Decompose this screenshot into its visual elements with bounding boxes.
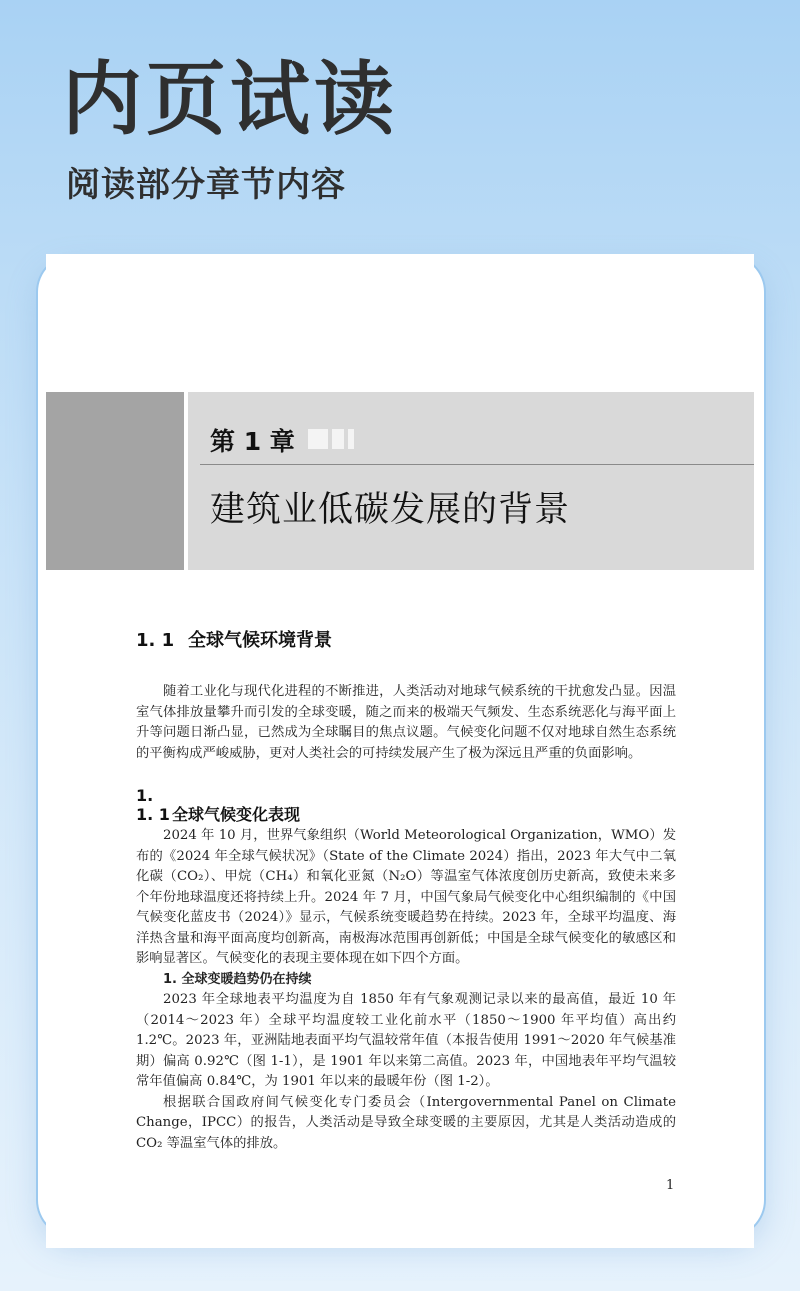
section-title: 全球气候环境背景 [188, 630, 332, 651]
decoration-block [332, 429, 344, 449]
chapter-header-band [46, 392, 754, 570]
subsection-number: 1. 1. 1 [136, 786, 170, 824]
page-subheading: 阅读部分章节内容 [66, 165, 346, 205]
paragraph: 随着工业化与现代化进程的不断推进，人类活动对地球气候系统的干扰愈发凸显。因温室气体排放量攀升而引发的全球变暖，随之而来的极端天气频发、生态系统恶化与海平面上升等问题日渐凸显，已然成为全球瞩目的焦点议题。气候变化问题不仅对地球自然生态系统的平衡构成严峻威胁，更对人类社会的可持续发展产生了极为深远且严重的负面影响。 [136, 684, 676, 761]
paragraph: 2023 年全球地表平均温度为自 1850 年有气象观测记录以来的最高值，最近 10 年（2014～2023 年）全球平均温度较工业化前水平（1850～1900 年平均值）高出约 1.2℃。2023 年，亚洲陆地表面平均气温较常年值（本报告使用 1991～2020 年气候基准期）偏高 0.92℃（图 1-1），是 1901 年以来第二高值。2023 年，中国地表年平均气温较常年值偏高 0.84℃，为 1901 年以来的最暖年份（图 1-2）。 [136, 992, 676, 1089]
decoration-block [348, 429, 354, 449]
section-body [136, 682, 676, 764]
paragraph: 2024 年 10 月，世界气象组织（World Meteorological Organization，WMO）发布的《2024 年全球气候状况》（State of the Climate 2024）指出，2023 年大气中二氧化碳（CO₂）、甲烷（CH₄）和氧化亚氮（N₂O）等温室气体浓度创历史新高，致使未来多个年份地球温度还将持续上升。2024 年 7 月，中国气象局气候变化中心组织编制的《中国气候变化蓝皮书（2024）》显示，气候系统变暖趋势在持续。2023 年，全球平均温度、海洋热含量和海平面高度均创新高，南极海冰范围再创新低；中国是全球气候变化的敏感区和影响显著区。气候变化的表现主要体现在如下四个方面。 [136, 828, 676, 966]
page-number: 1 [666, 1178, 675, 1193]
numbered-subheading: 1. 全球变暖趋势仍在持续 [163, 971, 312, 987]
chapter-label: 第 1 章 [210, 427, 295, 456]
section-number: 1. 1 [136, 630, 175, 651]
chapter-title: 建筑业低碳发展的背景 [210, 490, 571, 530]
page-heading: 内页试读 [62, 53, 398, 146]
subsection-title: 全球气候变化表现 [172, 805, 301, 824]
paragraph: 根据联合国政府间气候变化专门委员会（Intergovernmental Panel on Climate Change，IPCC）的报告，人类活动是导致全球变暖的主要原因，尤其是人类活动造成的 CO₂ 等温室气体的排放。 [136, 1094, 676, 1151]
subsection-heading [136, 786, 300, 825]
decoration-block [308, 429, 328, 449]
section-heading [136, 626, 332, 652]
book-page [46, 254, 754, 1248]
chapter-divider [200, 464, 754, 465]
subsection-body [136, 826, 676, 1154]
chapter-tab-block [46, 392, 188, 570]
chapter-decoration-blocks [308, 429, 358, 449]
